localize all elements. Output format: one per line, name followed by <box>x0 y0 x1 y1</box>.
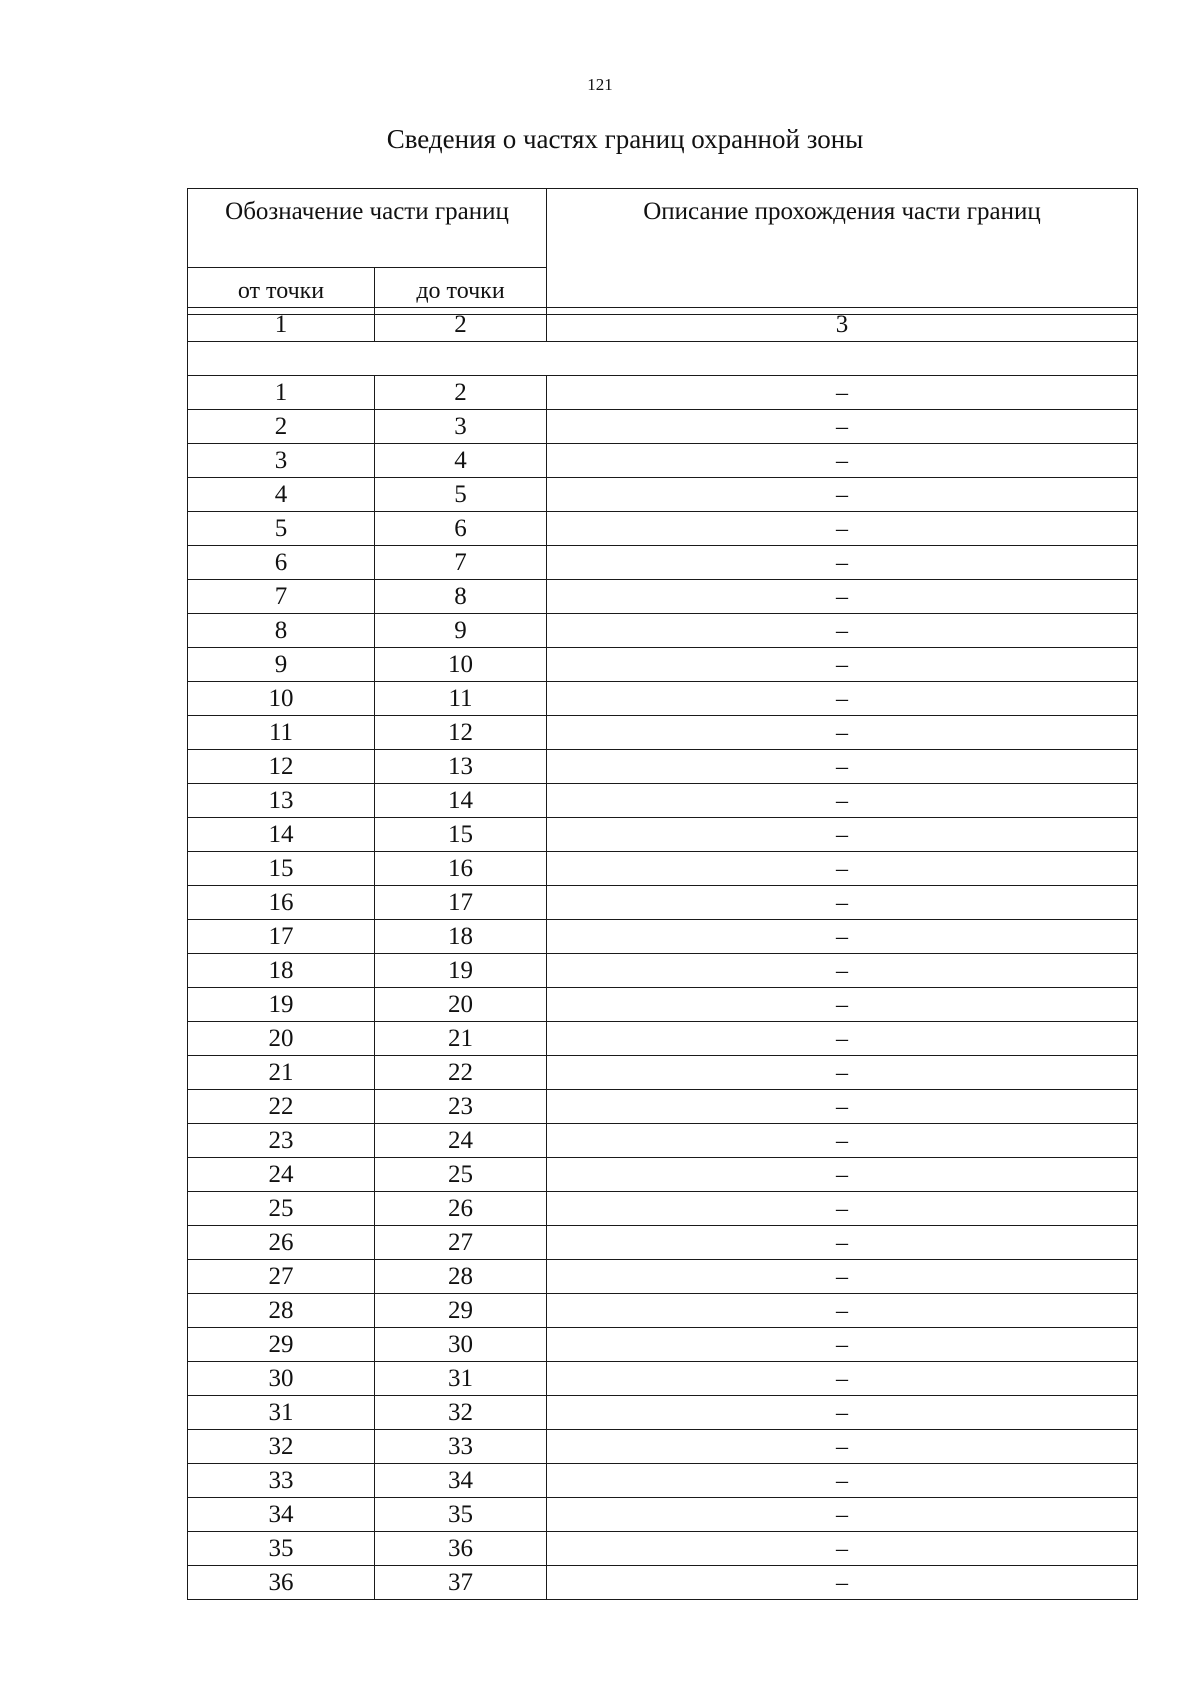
table-row <box>188 750 1138 784</box>
from-point-cell: 27 <box>188 1260 375 1294</box>
from-point-cell: 24 <box>188 1158 375 1192</box>
description-cell: – <box>547 1328 1138 1362</box>
to-point-cell: 33 <box>375 1430 547 1464</box>
to-point-cell: 32 <box>375 1396 547 1430</box>
table-row <box>188 682 1138 716</box>
from-point-cell: 35 <box>188 1532 375 1566</box>
table-row <box>188 376 1138 410</box>
description-cell: – <box>547 410 1138 444</box>
to-point-cell: 5 <box>375 478 547 512</box>
table-row <box>188 954 1138 988</box>
to-point-cell: 37 <box>375 1566 547 1600</box>
from-point-header: от точки <box>188 268 375 315</box>
to-point-cell: 13 <box>375 750 547 784</box>
table-row <box>188 852 1138 886</box>
from-point-cell: 9 <box>188 648 375 682</box>
to-point-cell: 25 <box>375 1158 547 1192</box>
to-point-cell: 3 <box>375 410 547 444</box>
table-row <box>188 1328 1138 1362</box>
description-cell: – <box>547 614 1138 648</box>
table-row <box>188 1090 1138 1124</box>
description-cell: – <box>547 444 1138 478</box>
to-point-cell: 14 <box>375 784 547 818</box>
table-row <box>188 1056 1138 1090</box>
from-point-cell: 8 <box>188 614 375 648</box>
table-row <box>188 478 1138 512</box>
table-row <box>188 1532 1138 1566</box>
to-point-cell: 36 <box>375 1532 547 1566</box>
table-row <box>188 1022 1138 1056</box>
column-number: 3 <box>547 308 1138 342</box>
from-point-cell: 28 <box>188 1294 375 1328</box>
description-cell: – <box>547 1532 1138 1566</box>
to-point-cell: 6 <box>375 512 547 546</box>
description-cell: – <box>547 1362 1138 1396</box>
description-cell: – <box>547 886 1138 920</box>
table-row <box>188 1498 1138 1532</box>
description-cell: – <box>547 478 1138 512</box>
to-point-cell: 31 <box>375 1362 547 1396</box>
table-row <box>188 546 1138 580</box>
page-number: 121 <box>587 75 613 94</box>
boundary-parts-table-header <box>187 188 1138 315</box>
description-cell: – <box>547 750 1138 784</box>
description-cell: – <box>547 784 1138 818</box>
description-cell: – <box>547 682 1138 716</box>
to-point-cell: 2 <box>375 376 547 410</box>
description-cell: – <box>547 1430 1138 1464</box>
table-row <box>188 410 1138 444</box>
description-cell: – <box>547 920 1138 954</box>
description-cell: – <box>547 1090 1138 1124</box>
to-point-cell: 26 <box>375 1192 547 1226</box>
to-point-cell: 12 <box>375 716 547 750</box>
to-point-cell: 34 <box>375 1464 547 1498</box>
from-point-cell: 6 <box>188 546 375 580</box>
table-row <box>188 1124 1138 1158</box>
description-header: Описание прохождения части границ <box>547 189 1138 315</box>
section-row <box>188 342 1138 376</box>
from-point-cell: 2 <box>188 410 375 444</box>
from-point-cell: 4 <box>188 478 375 512</box>
from-point-cell: 13 <box>188 784 375 818</box>
table-row <box>188 988 1138 1022</box>
description-cell: – <box>547 1464 1138 1498</box>
table-row <box>188 1294 1138 1328</box>
description-cell: – <box>547 1192 1138 1226</box>
section-label <box>188 342 1138 376</box>
from-point-cell: 21 <box>188 1056 375 1090</box>
table-row <box>188 818 1138 852</box>
from-point-cell: 26 <box>188 1226 375 1260</box>
to-point-cell: 35 <box>375 1498 547 1532</box>
description-cell: – <box>547 988 1138 1022</box>
description-cell: – <box>547 376 1138 410</box>
from-point-cell: 34 <box>188 1498 375 1532</box>
to-point-header: до точки <box>375 268 547 315</box>
to-point-cell: 30 <box>375 1328 547 1362</box>
from-point-cell: 15 <box>188 852 375 886</box>
description-cell: – <box>547 580 1138 614</box>
to-point-cell: 7 <box>375 546 547 580</box>
from-point-cell: 33 <box>188 1464 375 1498</box>
table-row <box>188 886 1138 920</box>
description-cell: – <box>547 1056 1138 1090</box>
description-cell: – <box>547 954 1138 988</box>
table-row <box>188 444 1138 478</box>
table-row <box>188 1362 1138 1396</box>
table-row <box>188 920 1138 954</box>
column-number: 2 <box>375 308 547 342</box>
table-row <box>188 648 1138 682</box>
from-point-cell: 11 <box>188 716 375 750</box>
description-cell: – <box>547 1158 1138 1192</box>
table-row <box>188 1464 1138 1498</box>
description-cell: – <box>547 1260 1138 1294</box>
designation-header: Обозначение части границ <box>188 189 547 268</box>
to-point-cell: 11 <box>375 682 547 716</box>
to-point-cell: 15 <box>375 818 547 852</box>
from-point-cell: 22 <box>188 1090 375 1124</box>
to-point-cell: 19 <box>375 954 547 988</box>
from-point-cell: 5 <box>188 512 375 546</box>
to-point-cell: 22 <box>375 1056 547 1090</box>
from-point-cell: 12 <box>188 750 375 784</box>
to-point-cell: 28 <box>375 1260 547 1294</box>
table-row <box>188 784 1138 818</box>
table-row <box>188 1158 1138 1192</box>
from-point-cell: 17 <box>188 920 375 954</box>
from-point-cell: 25 <box>188 1192 375 1226</box>
table-row <box>188 614 1138 648</box>
column-number-row <box>188 308 1138 342</box>
from-point-cell: 20 <box>188 1022 375 1056</box>
to-point-cell: 21 <box>375 1022 547 1056</box>
to-point-cell: 24 <box>375 1124 547 1158</box>
to-point-cell: 4 <box>375 444 547 478</box>
to-point-cell: 17 <box>375 886 547 920</box>
table-row <box>188 1566 1138 1600</box>
to-point-cell: 29 <box>375 1294 547 1328</box>
from-point-cell: 36 <box>188 1566 375 1600</box>
from-point-cell: 30 <box>188 1362 375 1396</box>
description-cell: – <box>547 1022 1138 1056</box>
description-cell: – <box>547 1124 1138 1158</box>
description-cell: – <box>547 1294 1138 1328</box>
table-row <box>188 1260 1138 1294</box>
to-point-cell: 18 <box>375 920 547 954</box>
table-row <box>188 1430 1138 1464</box>
table-row <box>188 580 1138 614</box>
from-point-cell: 10 <box>188 682 375 716</box>
to-point-cell: 10 <box>375 648 547 682</box>
description-cell: – <box>547 1226 1138 1260</box>
from-point-cell: 23 <box>188 1124 375 1158</box>
table-row <box>188 716 1138 750</box>
to-point-cell: 23 <box>375 1090 547 1124</box>
document-title: Сведения о частях границ охранной зоны <box>386 124 864 154</box>
to-point-cell: 27 <box>375 1226 547 1260</box>
column-number: 1 <box>188 308 375 342</box>
description-cell: – <box>547 716 1138 750</box>
from-point-cell: 7 <box>188 580 375 614</box>
from-point-cell: 29 <box>188 1328 375 1362</box>
from-point-cell: 19 <box>188 988 375 1022</box>
from-point-cell: 32 <box>188 1430 375 1464</box>
to-point-cell: 8 <box>375 580 547 614</box>
table-row <box>188 1396 1138 1430</box>
from-point-cell: 16 <box>188 886 375 920</box>
from-point-cell: 18 <box>188 954 375 988</box>
table-row <box>188 1226 1138 1260</box>
description-cell: – <box>547 1498 1138 1532</box>
table-row <box>188 1192 1138 1226</box>
to-point-cell: 20 <box>375 988 547 1022</box>
from-point-cell: 14 <box>188 818 375 852</box>
description-cell: – <box>547 852 1138 886</box>
from-point-cell: 3 <box>188 444 375 478</box>
from-point-cell: 31 <box>188 1396 375 1430</box>
description-cell: – <box>547 1566 1138 1600</box>
from-point-cell: 1 <box>188 376 375 410</box>
description-cell: – <box>547 648 1138 682</box>
boundary-parts-table <box>187 307 1138 1600</box>
to-point-cell: 9 <box>375 614 547 648</box>
table-row <box>188 512 1138 546</box>
to-point-cell: 16 <box>375 852 547 886</box>
description-cell: – <box>547 512 1138 546</box>
description-cell: – <box>547 1396 1138 1430</box>
description-cell: – <box>547 818 1138 852</box>
description-cell: – <box>547 546 1138 580</box>
